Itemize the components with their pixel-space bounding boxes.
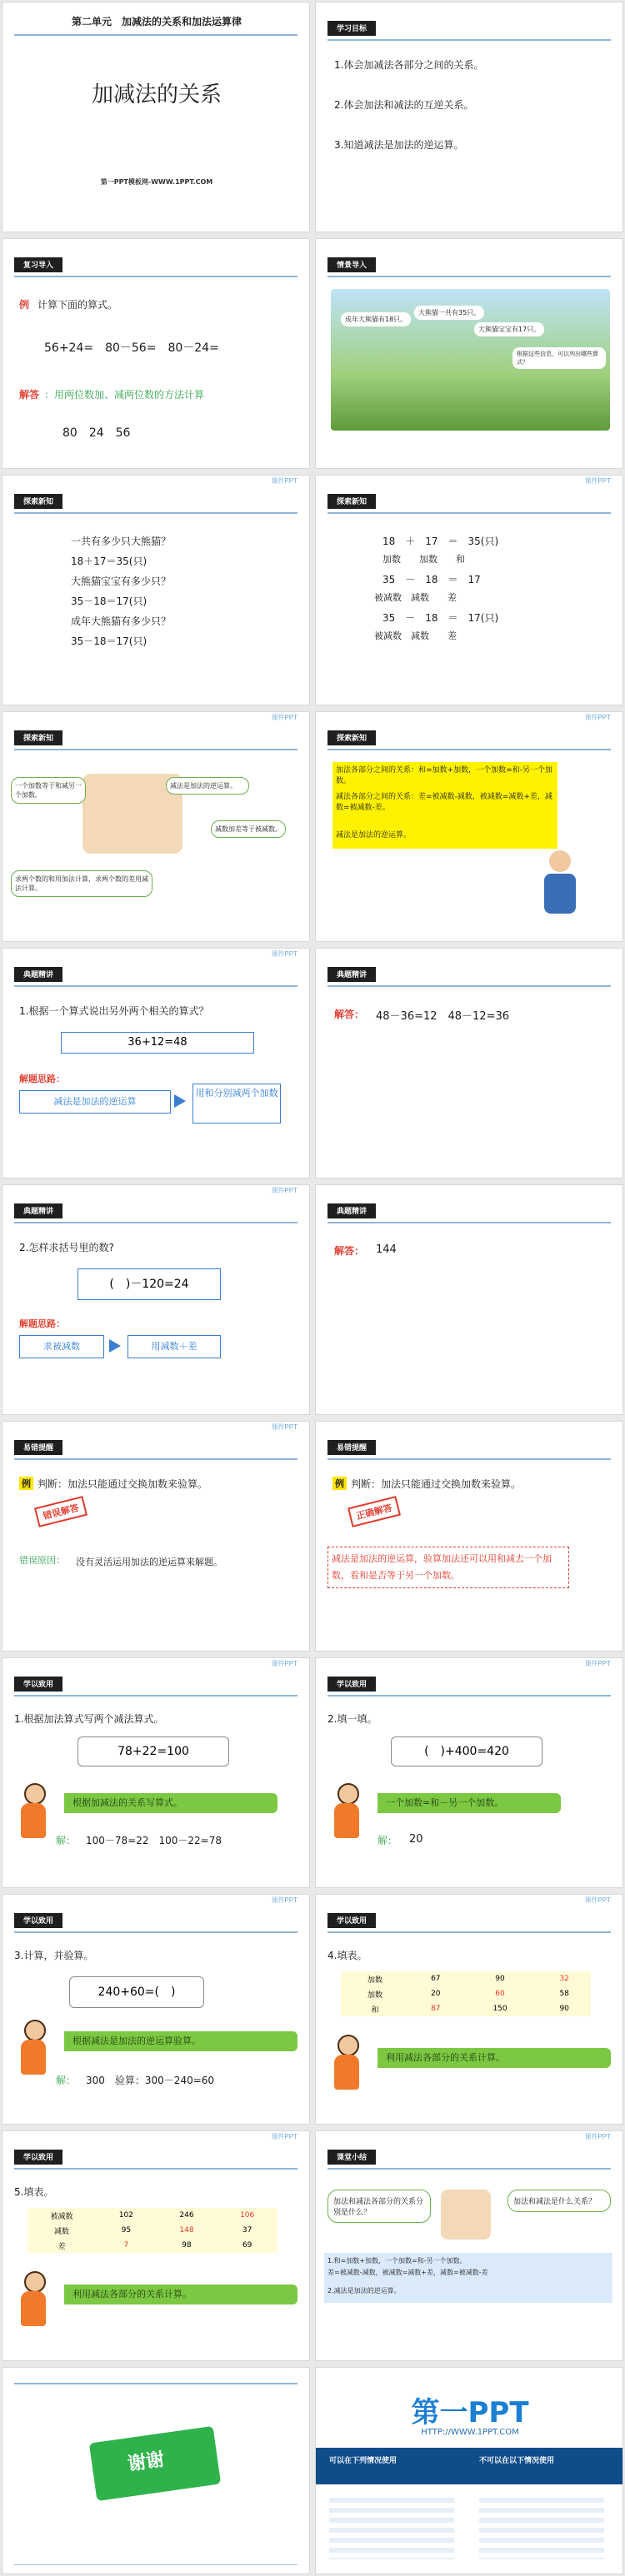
section-header: 情景导入: [328, 257, 376, 272]
answer-text: 48－36=12 48－12=36: [376, 1010, 510, 1023]
bubble-minuend: 减数加差等于被减数。: [211, 820, 286, 838]
table-row: [28, 2238, 278, 2253]
divider: [14, 2168, 298, 2170]
table-row: [341, 1971, 591, 1986]
divider: [14, 2564, 298, 2565]
goal-1: 1.体会加减法各部分之间的关系。: [334, 59, 484, 71]
table-cell-answer: 148: [179, 2226, 194, 2235]
table-cell-answer: 60: [495, 1990, 505, 1998]
divider: [14, 276, 298, 277]
eq-add: 18 ＋ 17 ＝ 35(只): [382, 536, 499, 547]
question: 判断：加法只能通过交换加数来验算。: [38, 1478, 208, 1490]
rule-box: [332, 762, 558, 849]
watermark: 课件PPT: [584, 2133, 611, 2140]
hint-bar: 利用减法各部分的关系计算。: [64, 2285, 298, 2304]
section-header: 典题精讲: [14, 1203, 62, 1218]
divider: [14, 2383, 298, 2384]
answer-label: 解答：: [334, 1009, 365, 1020]
section-header: 学以致用: [14, 1677, 62, 1692]
girl-illustration: [18, 2020, 49, 2078]
table-row: [28, 2223, 278, 2238]
results: 80 24 56: [62, 426, 131, 440]
table-cell: 150: [492, 2005, 508, 2013]
arrow-icon: [109, 1339, 121, 1353]
eq-sub-2: 35 － 18 ＝ 17(只): [382, 612, 499, 624]
section-header: 学以致用: [14, 2150, 62, 2165]
answer-text: 144: [376, 1243, 397, 1256]
slide-explore-2[interactable]: [315, 475, 623, 705]
row-label: 加数: [367, 1991, 382, 2000]
question: 3.计算，并验算。: [14, 1950, 94, 1961]
row-label: 差: [58, 2242, 66, 2251]
divider: [328, 1222, 611, 1223]
slide-thanks[interactable]: [2, 2367, 310, 2574]
answer-label: 解：: [378, 1835, 398, 1846]
reason-label: 错误原因：: [19, 1555, 65, 1566]
table-cell: 246: [179, 2211, 194, 2220]
example-marker: 例: [332, 1477, 347, 1490]
rule-inverse: 减法是加法的逆运算。: [336, 831, 412, 840]
section-header: 学以致用: [328, 1913, 376, 1928]
bubble-parts: 加法和减法各部分的关系分别是什么？: [328, 2190, 431, 2223]
table-cell: 37: [242, 2226, 252, 2235]
slide-practice-2[interactable]: [315, 1657, 623, 1888]
table-cell-answer: 87: [431, 2005, 441, 2013]
slide-example-2[interactable]: [2, 1184, 310, 1415]
line-3: 大熊猫宝宝有多少只？: [71, 575, 172, 587]
fill-table: [28, 2208, 278, 2253]
girl-illustration: [331, 2035, 362, 2093]
brand-url: HTTP://WWW.1PPT.COM: [421, 2428, 519, 2437]
divider: [14, 1458, 298, 1460]
line-1: 一共有多少只大熊猫？: [71, 536, 172, 547]
table-cell: 102: [118, 2211, 133, 2220]
slide-answer-1[interactable]: [315, 948, 623, 1178]
answer-text: 100－78=22 100－22=78: [86, 1835, 222, 1846]
line-4: 35－18＝17(只): [71, 595, 148, 607]
divider: [328, 1458, 611, 1460]
divider: [14, 985, 298, 987]
divider: [328, 2168, 611, 2170]
table-cell-answer: 106: [240, 2211, 255, 2220]
girl-illustration: [331, 1783, 362, 1841]
bubble-question: 根据这些信息，可以列出哪些算式？: [512, 347, 606, 369]
answer-label: 解答: [19, 389, 40, 401]
tip-label: 解题思路：: [19, 1074, 65, 1084]
answer-label: 解：: [56, 1835, 77, 1846]
equation-box: 78+22=100: [78, 1736, 229, 1766]
divider: [328, 276, 611, 277]
slide-practice-4[interactable]: [315, 1894, 623, 2125]
slide-explore-1[interactable]: [2, 475, 310, 705]
bubble-inverse: 减法是加法的逆运算。: [166, 777, 249, 795]
slide-explore-3[interactable]: [2, 711, 310, 942]
bubble-sum-diff: 求两个数的和用加法计算，求两个数的差用减法计算。: [11, 870, 152, 897]
link-list-left: [329, 2493, 454, 2559]
correct-answer: 减法是加法的逆运算，验算加法还可以用和减去一个加数，看和是否等于另一个加数。: [328, 1547, 569, 1588]
table-cell: 95: [121, 2226, 132, 2235]
equation-box: ( )+400=420: [391, 1736, 542, 1766]
question: 判断：加法只能通过交换加数来验算。: [351, 1478, 522, 1490]
correct-stamp: 正确解答: [348, 1496, 401, 1527]
question: 4.填表。: [328, 1950, 368, 1961]
rule-add: 加法各部分之间的关系：和=加数+加数，一个加数=和-另一个加数。: [336, 766, 552, 785]
table-row: [28, 2208, 278, 2223]
table-row: [341, 2001, 591, 2016]
reason-text: 没有灵活运用加法的逆运算来解题。: [76, 1557, 222, 1567]
eq-sub-1: 35 － 18 ＝ 17: [382, 574, 481, 585]
watermark: 课件PPT: [271, 1423, 298, 1431]
section-header: 学以致用: [328, 1677, 376, 1692]
hint-bar: 根据减法是加法的逆运算验算。: [64, 2031, 298, 2051]
task-text: 计算下面的算式。: [38, 299, 118, 311]
thanks-text: 谢谢: [126, 2449, 166, 2475]
table-cell: 98: [182, 2241, 192, 2250]
section-header: 探索新知: [14, 494, 62, 509]
watermark: 课件PPT: [584, 1660, 611, 1667]
eq-add-terms: 加数 加数 和: [382, 554, 465, 565]
section-header: 探索新知: [328, 494, 376, 509]
summary-line-2: 差=被减数-减数，被减数=减数+差，减数=被减数-差: [328, 2269, 488, 2276]
section-header: 探索新知: [328, 730, 376, 745]
eq-sub-2-terms: 被减数 减数 差: [374, 630, 457, 641]
slide-practice-5[interactable]: [2, 2130, 310, 2361]
question: 2.怎样求括号里的数?: [19, 1242, 114, 1253]
section-header: 学以致用: [14, 1913, 62, 1928]
tip-box: 求被减数: [19, 1335, 104, 1358]
example-marker: 例: [19, 1477, 33, 1490]
bubble-adults: 成年大熊猫有18只。: [341, 312, 411, 326]
teacher-illustration: [539, 850, 581, 917]
bubble-relation: 加法和减法是什么关系？: [508, 2190, 611, 2212]
hint-bar: 一个加数=和－另一个加数。: [378, 1793, 561, 1813]
slide-mistake-2[interactable]: [315, 1421, 623, 1652]
usage-forbidden: 不可以在以下情况使用: [479, 2457, 555, 2465]
equation-box: ( )－120=24: [78, 1268, 221, 1300]
slide-review[interactable]: [2, 238, 310, 469]
tip-box-2: 用和分别减两个加数: [192, 1084, 281, 1124]
row-label: 和: [371, 2005, 379, 2015]
line-6: 35－18＝17(只): [71, 635, 148, 647]
row-label: 被减数: [50, 2212, 73, 2221]
section-header: 易错提醒: [14, 1440, 62, 1455]
equation-box: 240+60=( ): [69, 1976, 204, 2008]
section-header: 典题精讲: [328, 1203, 376, 1218]
example-marker: 例: [19, 299, 30, 311]
tip-box-2: 用减数＋差: [128, 1335, 221, 1358]
brand-logo: 第一PPT: [411, 2396, 529, 2429]
tip-box: 减法是加法的逆运算: [19, 1090, 171, 1114]
girl-illustration: [18, 1783, 49, 1841]
watermark: 课件PPT: [271, 477, 298, 485]
section-header: 典题精讲: [328, 967, 376, 982]
table-cell-answer: 7: [123, 2241, 129, 2250]
divider: [14, 749, 298, 750]
bubble-addend: 一个加数等于和减另一个加数。: [11, 777, 86, 804]
slide-goals[interactable]: [315, 2, 623, 232]
question: 1.根据一个算式说出另外两个相关的算式？: [19, 1005, 209, 1017]
line-5: 成年大熊猫有多少只？: [71, 615, 172, 627]
slide-practice-1[interactable]: [2, 1657, 310, 1888]
line-2: 18＋17＝35(只): [71, 556, 148, 567]
link-list-right: [479, 2493, 604, 2559]
children-illustration: [441, 2190, 491, 2240]
expressions: 56+24= 80－56= 80－24=: [44, 341, 219, 355]
eq-sub-1-terms: 被减数 减数 差: [374, 592, 457, 603]
answer-text: ：用两位数加、减两位数的方法计算: [44, 389, 205, 401]
section-header: 典题精讲: [14, 967, 62, 982]
answer-text: 300 验算：300－240=60: [86, 2075, 215, 2086]
lesson-title: 加减法的关系: [91, 82, 222, 107]
table-cell: 90: [495, 1975, 505, 1983]
answer-label: 解：: [56, 2075, 77, 2086]
slide-summary[interactable]: [315, 2130, 623, 2361]
table-cell: 58: [559, 1990, 569, 1998]
table-cell: 67: [431, 1975, 441, 1983]
watermark: 课件PPT: [271, 2133, 298, 2140]
watermark: 课件PPT: [271, 714, 298, 721]
divider: [328, 985, 611, 987]
watermark: 课件PPT: [271, 950, 298, 958]
unit-title: 第二单元 加减法的关系和加法运算律: [71, 16, 242, 27]
section-header: 学习目标: [328, 21, 376, 36]
table-cell-answer: 32: [559, 1975, 569, 1983]
usage-banner: [316, 2448, 623, 2484]
question: 5.填表。: [14, 2186, 54, 2198]
arrow-icon: [174, 1094, 186, 1108]
divider: [328, 749, 611, 750]
summary-line-3: 2.减法是加法的逆运算。: [328, 2287, 401, 2294]
divider: [328, 1695, 611, 1697]
watermark: 课件PPT: [584, 1896, 611, 1904]
table-cell: 69: [242, 2241, 252, 2250]
divider: [14, 34, 298, 36]
answer-text: 20: [409, 1833, 423, 1846]
usage-allowed: 可以在下列情况使用: [329, 2457, 398, 2465]
slide-brand[interactable]: [315, 2367, 623, 2574]
section-header: 易错提醒: [328, 1440, 376, 1455]
slide-explore-4[interactable]: [315, 711, 623, 942]
answer-label: 解答：: [334, 1245, 365, 1257]
divider: [14, 1695, 298, 1697]
goal-2: 2.体会加法和减法的互逆关系。: [334, 99, 474, 111]
summary-box: [324, 2253, 612, 2303]
divider: [14, 512, 298, 514]
hint-bar: 根据加减法的关系写算式。: [64, 1793, 278, 1813]
row-label: 加数: [367, 1976, 382, 1985]
watermark: 课件PPT: [584, 714, 611, 721]
section-header: 课堂小结: [328, 2150, 376, 2165]
watermark: 课件PPT: [584, 477, 611, 485]
tip-label: 解题思路：: [19, 1318, 65, 1329]
row-label: 减数: [53, 2227, 69, 2236]
question: 2.填一填。: [328, 1713, 378, 1725]
table-row: [341, 1986, 591, 2001]
slide-scene[interactable]: [315, 238, 623, 469]
divider: [14, 1222, 298, 1223]
rule-sub: 减法各部分之间的关系：差=被减数-减数，被减数=减数+差，减数=被减数-差。: [336, 793, 552, 812]
section-header: 探索新知: [14, 730, 62, 745]
watermark: 课件PPT: [271, 1660, 298, 1667]
slide-mistake-1[interactable]: [2, 1421, 310, 1652]
hint-bar: 利用减法各部分的关系计算。: [378, 2048, 611, 2068]
fill-table: [341, 1971, 591, 2016]
goal-3: 3.知道减法是加法的逆运算。: [334, 139, 464, 151]
summary-line-1: 1.和=加数+加数，一个加数=和-另一个加数。: [328, 2257, 467, 2265]
equation-box: 36+12=48: [61, 1032, 254, 1054]
slide-practice-3[interactable]: [2, 1894, 310, 2125]
bubble-total: 大熊猫一共有35只。: [414, 306, 484, 320]
site-label: 第一PPT模板网-WWW.1PPT.COM: [100, 178, 213, 186]
divider: [328, 1931, 611, 1933]
divider: [14, 1931, 298, 1933]
slide-example-1[interactable]: [2, 948, 310, 1178]
bubble-babies: 大熊猫宝宝有17只。: [474, 322, 544, 336]
section-header: 复习导入: [14, 257, 62, 272]
girl-illustration: [18, 2271, 49, 2329]
slide-title[interactable]: [2, 2, 310, 232]
watermark: 课件PPT: [271, 1187, 298, 1194]
question: 1.根据加法算式写两个减法算式。: [14, 1713, 164, 1725]
divider: [328, 512, 611, 514]
slide-answer-2[interactable]: [315, 1184, 623, 1415]
table-cell: 90: [559, 2005, 569, 2013]
table-cell: 20: [431, 1990, 441, 1998]
watermark: 课件PPT: [271, 1896, 298, 1904]
divider: [328, 39, 611, 41]
wrong-stamp: 错误解答: [34, 1496, 88, 1527]
